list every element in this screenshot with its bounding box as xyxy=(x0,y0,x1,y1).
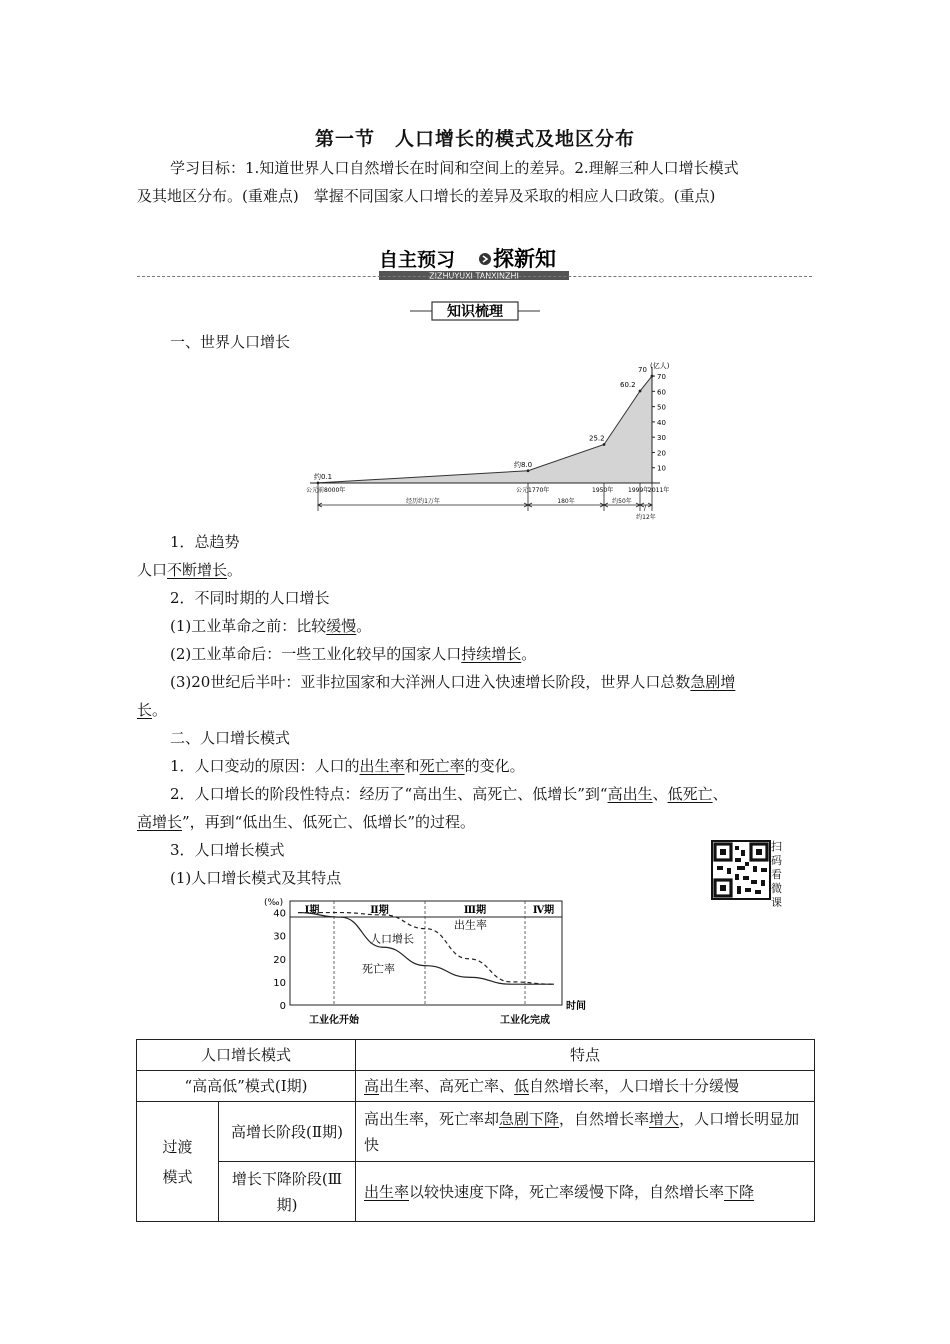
y-axis-label: (‰) xyxy=(264,898,284,908)
s2-item2b: 高增长”，再到“低出生、低死亡、低增长”的过程。 xyxy=(137,813,476,831)
y-tick-label: 20 xyxy=(657,449,666,458)
y-tick-label: 50 xyxy=(657,403,666,412)
objectives-line1: 学习目标：1.知道世界人口自然增长在时间和空间上的差异。2.理解三种人口增长模式 xyxy=(170,159,739,177)
table-header-feature: 特点 xyxy=(356,1040,815,1071)
y-tick-label: 20 xyxy=(273,954,286,966)
population-area xyxy=(318,376,652,483)
marker-end: 工业化完成 xyxy=(500,1015,550,1026)
death-rate-label: 死亡率 xyxy=(362,962,395,976)
section-banner xyxy=(375,244,575,280)
x-tick-label: 公元1770年 xyxy=(516,487,550,494)
phase-label: Ⅲ期 xyxy=(463,905,487,916)
banner-sub: ZIZHUYUXI TANXINZHI xyxy=(429,271,519,280)
marker-start: 工业化开始 xyxy=(309,1015,359,1026)
objectives-line2: 及其地区分布。(重难点) 掌握不同国家人口增长的差异及采取的相应人口政策。(重点) xyxy=(137,187,716,205)
point-value-label: 约0.1 xyxy=(314,472,333,481)
point-value-label: 25.2 xyxy=(589,434,605,443)
span-label: 约12年 xyxy=(636,514,656,521)
table-row2-stage: 高增长阶段(Ⅱ期) xyxy=(219,1102,356,1162)
page-title: 第一节 人口增长的模式及地区分布 xyxy=(314,128,635,150)
qr-code[interactable] xyxy=(711,840,771,900)
growth-annotation: 人口增长 xyxy=(370,932,414,946)
s1-p3: (3)20世纪后半叶：亚非拉国家和大洋洲人口进入快速增长阶段，世界人口总数急剧增 xyxy=(170,673,736,691)
table-row3-feature: 出生率以较快速度下降，死亡率缓慢下降，自然增长率下降 xyxy=(356,1162,815,1222)
banner-main: 自主预习 xyxy=(379,249,456,271)
population-point xyxy=(651,375,654,378)
population-chart xyxy=(300,358,680,523)
x-tick-label: 1950年 xyxy=(592,487,614,494)
point-value-label: 60.2 xyxy=(620,381,636,390)
point-value-label: 70 xyxy=(638,366,647,375)
y-tick-label: 0 xyxy=(279,1001,286,1012)
y-tick-label: 10 xyxy=(273,977,286,989)
y-tick-label: 40 xyxy=(657,418,666,427)
span-label: 经历约1万年 xyxy=(406,498,440,505)
s2-item1: 1．人口变动的原因：人口的出生率和死亡率的变化。 xyxy=(170,757,525,775)
population-point xyxy=(639,390,642,393)
population-point xyxy=(603,443,606,446)
population-point xyxy=(527,469,530,472)
table-row3-stage: 增长下降阶段(Ⅲ期) xyxy=(219,1162,356,1222)
x-tick-label: 2011年 xyxy=(648,487,670,494)
x-tick-label: 公元前8000年 xyxy=(306,487,346,494)
phase-label: Ⅳ期 xyxy=(532,905,555,916)
y-tick-label: 60 xyxy=(657,388,666,397)
phase-label: Ⅰ期 xyxy=(304,905,320,916)
y-tick-label: 30 xyxy=(657,434,666,443)
growth-model-table xyxy=(136,1039,815,1222)
birth-rate-label: 出生率 xyxy=(454,918,487,932)
growth-model-chart xyxy=(262,893,612,1033)
section-tag xyxy=(410,300,540,322)
table-row2-feature: 高出生率，死亡率却急剧下降，自然增长率增大，人口增长明显加快 xyxy=(356,1102,815,1162)
y-tick-label: 40 xyxy=(273,908,286,920)
x-axis-label: 时间 xyxy=(566,1001,586,1012)
table-row1-feature: 高出生率、高死亡率、低自然增长率，人口增长十分缓慢 xyxy=(356,1071,815,1102)
y-tick-label: 30 xyxy=(273,931,286,943)
divider xyxy=(137,276,812,277)
arrow-icon xyxy=(479,253,491,265)
s1-p1: (1)工业革命之前：比较缓慢。 xyxy=(170,617,372,635)
s1-item2: 2．不同时期的人口增长 xyxy=(170,589,330,607)
span-label: 180年 xyxy=(557,498,575,505)
table-row1-mode: “高高低”模式(Ⅰ期) xyxy=(137,1071,356,1102)
svg-text:知识梳理: 知识梳理 xyxy=(447,304,503,320)
s1-trend: 人口不断增长。 xyxy=(137,561,243,579)
y-tick-label: 10 xyxy=(657,464,666,473)
x-tick-label: 1999年 xyxy=(628,487,650,494)
s2-item3-1: (1)人口增长模式及其特点 xyxy=(170,869,342,887)
s1-p2: (2)工业革命后：一些工业化较早的国家人口持续增长。 xyxy=(170,645,537,663)
y-axis-label: (亿人) xyxy=(650,362,670,370)
table-header-mode: 人口增长模式 xyxy=(137,1040,356,1071)
s2-item3: 3．人口增长模式 xyxy=(170,841,285,859)
qr-label: 扫码看微课 xyxy=(771,840,782,909)
y-tick-label: 70 xyxy=(657,373,666,382)
s2-item2: 2．人口增长的阶段性特点：经历了“高出生、高死亡、低增长”到“高出生、低死亡、 xyxy=(170,785,728,803)
phase-label: Ⅱ期 xyxy=(370,905,389,916)
s1-p3b: 长。 xyxy=(137,701,168,719)
s2-heading: 二、人口增长模式 xyxy=(170,729,291,747)
span-label: 约50年 xyxy=(612,498,632,505)
s1-heading: 一、世界人口增长 xyxy=(170,333,291,351)
table-group-transition: 过渡 模式 xyxy=(137,1102,219,1222)
banner-accent: 探新知 xyxy=(493,247,556,271)
point-value-label: 约8.0 xyxy=(514,460,533,469)
s1-item1: 1．总趋势 xyxy=(170,533,240,551)
